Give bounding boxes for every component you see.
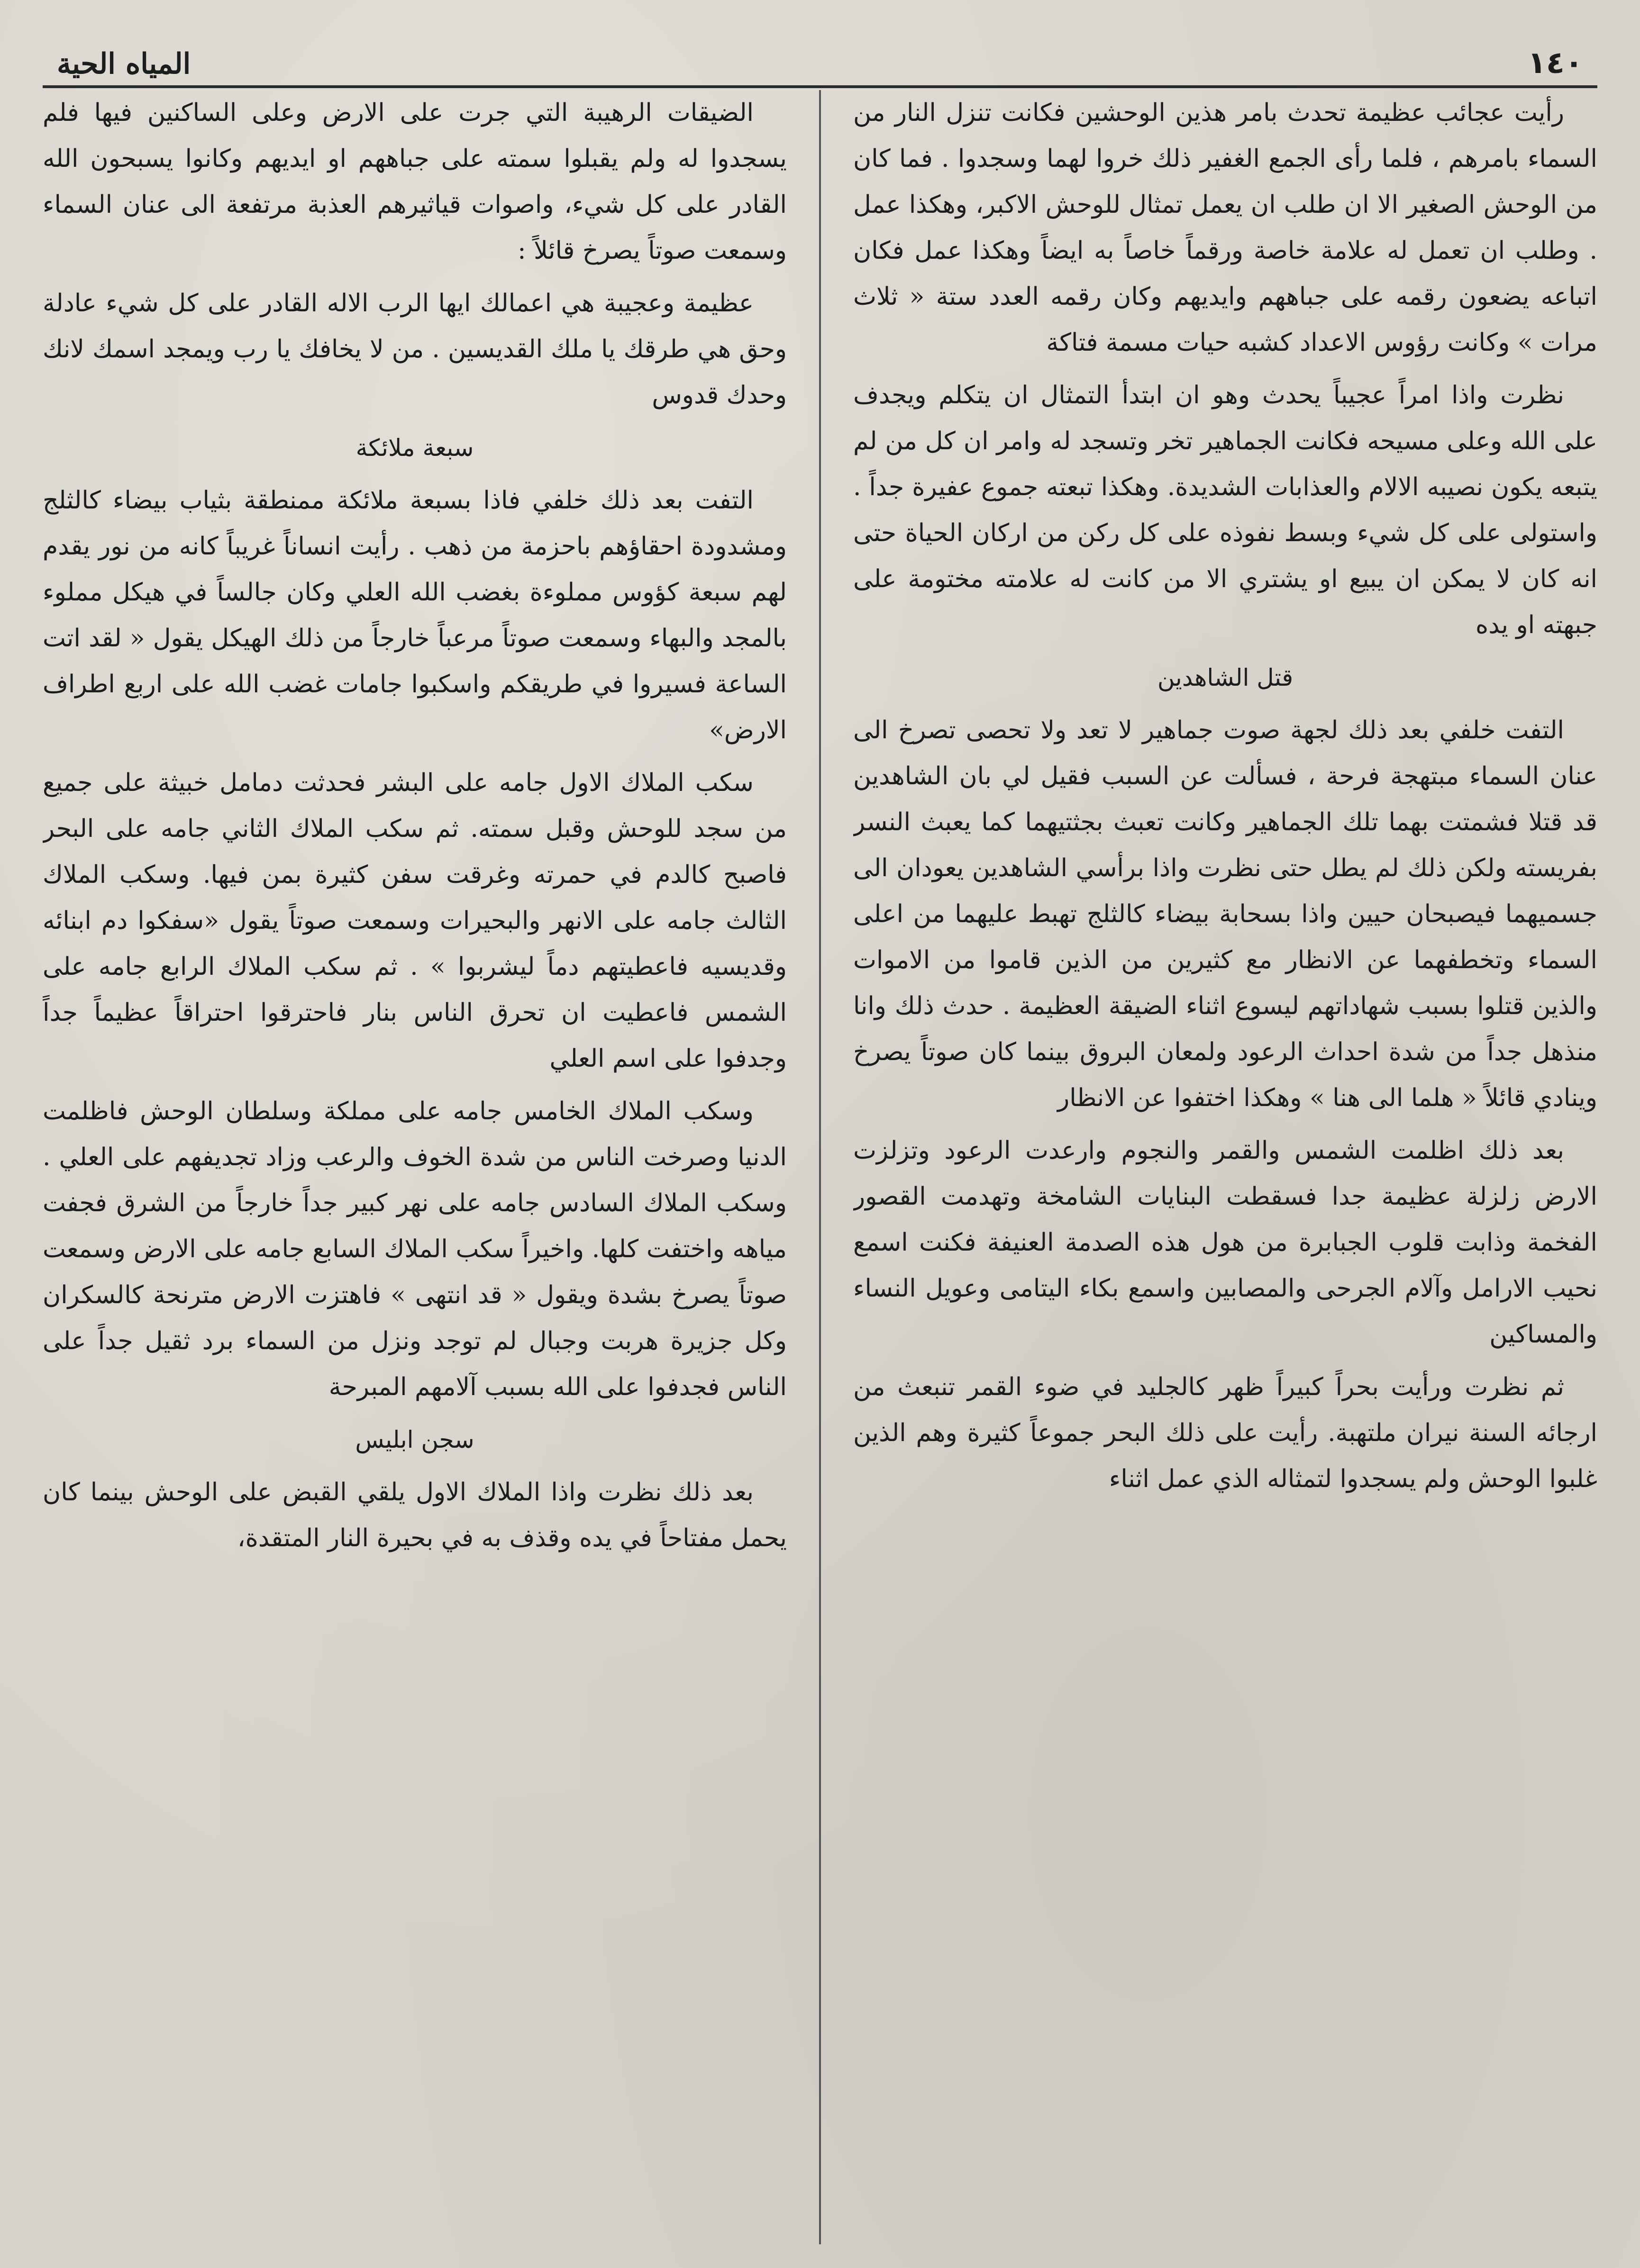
paragraph: ثم نظرت ورأيت بحراً كبيراً ظهر كالجليد في ضوء القمر تنبعث من ارجائه السنة نيران ملتهبة. رأيت على ذلك البحر جموعاً كثيرة وهم الذين غلبوا الوحش ولم يسجدوا لتمثاله الذي عمل اثناء xyxy=(853,1373,1597,1493)
running-title: المياه الحية xyxy=(57,47,191,81)
section-heading: سجن ابليس xyxy=(355,1426,474,1453)
page-header xyxy=(43,28,1597,88)
paragraph: عظيمة وعجيبة هي اعمالك ايها الرب الاله القادر على كل شيء عادلة وحق هي طرقك يا ملك القديسين . من لا يخافك يا رب ويمجد اسمك لانك وحدك قدوس xyxy=(43,289,787,409)
left-column xyxy=(43,90,787,2244)
page-number: ١٤٠ xyxy=(1527,45,1583,81)
section-heading: قتل الشاهدين xyxy=(1157,664,1294,691)
paragraph: بعد ذلك نظرت واذا الملاك الاول يلقي القبض على الوحش بينما كان يحمل مفتاحاً في يده وقذف به في بحيرة النار المتقدة، xyxy=(43,1478,787,1552)
paragraph: التفت خلفي بعد ذلك لجهة صوت جماهير لا تعد ولا تحصى تصرخ الى عنان السماء مبتهجة فرحة ، فسألت عن السبب فقيل لي بان الشاهدين قد قتلا فشمتت بهما تلك الجماهير وكانت تعبث بجثتيهما كما يعبث النسر بفريسته ولكن ذلك لم يطل حتى نظرت واذا برأسي الشاهدين يعودان الى جسميهما فيصبحان حيين واذا بسحابة بيضاء كالثلج تهبط عليهما من اعلى السماء وتخطفهما عن الانظار مع كثيرين من الذين قاموا من الاموات والذين قتلوا بسبب شهاداتهم ليسوع اثناء الضيقة العظيمة . حدث ذلك وانا منذهل جداً من شدة احداث الرعود ولمعان البروق بينما كان صوتاً يصرخ وينادي قائلاً « هلما الى هنا » وهكذا اختفوا عن الانظار xyxy=(853,716,1597,1112)
paragraph: نظرت واذا امراً عجيباً يحدث وهو ان ابتدأ التمثال ان يتكلم ويجدف على الله وعلى مسيحه فكانت الجماهير تخر وتسجد له وامر ان كل من لم يتبعه يكون نصيبه الالام والعذابات الشديدة. وهكذا تبعته جموع عفيرة جداً . واستولى على كل شيء وبسط نفوذه على كل ركن من اركان الحياة حتى انه كان لا يمكن ان يبيع او يشتري الا من كانت له علامته مختومة على جبهته او يده xyxy=(853,381,1597,639)
right-column xyxy=(853,90,1597,2244)
paragraph: رأيت عجائب عظيمة تحدث بامر هذين الوحشين فكانت تنزل النار من السماء بامرهم ، فلما رأى الجمع الغفير ذلك خروا لهما وسجدوا . فما كان من الوحش الصغير الا ان طلب ان يعمل تمثال للوحش الاكبر، وهكذا عمل . وطلب ان تعمل له علامة خاصة ورقماً خاصاً به ايضاً وهكذا عمل فكان اتباعه يضعون رقمه على جباههم وايديهم وكان رقمه العدد ستة « ثلاث مرات » وكانت رؤوس الاعداد كشبه حيات مسمة فتاكة xyxy=(853,99,1597,357)
paragraph: وسكب الملاك الخامس جامه على مملكة وسلطان الوحش فاظلمت الدنيا وصرخت الناس من شدة الخوف والرعب وزاد تجديفهم على العلي . وسكب الملاك السادس جامه على نهر كبير جداً خارجاً من الشرق فجفت مياهه واختفت كلها. واخيراً سكب الملاك السابع جامه على الارض وسمعت صوتاً يصرخ بشدة ويقول « قد انتهى » فاهتزت الارض مترنحة كالسكران وكل جزيرة هربت وجبال لم توجد ونزل من السماء برد ثقيل جداً على الناس فجدفوا على الله بسبب آلامهم المبرحة xyxy=(43,1097,787,1401)
paragraph: بعد ذلك اظلمت الشمس والقمر والنجوم وارعدت الرعود وتزلزت الارض زلزلة عظيمة جدا فسقطت البنايات الشامخة وتهدمت القصور الفخمة وذابت قلوب الجبابرة من هول هذه الصدمة العنيفة فكنت اسمع نحيب الارامل وآلام الجرحى والمصابين واسمع بكاء اليتامى وعويل النساء والمساكين xyxy=(853,1136,1597,1349)
section-heading: سبعة ملائكة xyxy=(355,434,474,462)
text-columns xyxy=(43,90,1597,2244)
paragraph: الضيقات الرهيبة التي جرت على الارض وعلى الساكنين فيها فلم يسجدوا له ولم يقبلوا سمته على جباههم او ايديهم وكانوا يسبحون الله القادر على كل شيء، واصوات قياثيرهم العذبة مرتفعة الى عنان السماء وسمعت صوتاً يصرخ قائلاً : xyxy=(43,99,787,265)
paragraph: التفت بعد ذلك خلفي فاذا بسبعة ملائكة ممنطقة بثياب بيضاء كالثلج ومشدودة احقاؤهم باحزمة من ذهب . رأيت انساناً غريباً كانه من نور يقدم لهم سبعة كؤوس مملوءة بغضب الله العلي وكان جالساً في هيكل مملوء بالمجد والبهاء وسمعت صوتاً مرعباً خارجاً من ذلك الهيكل يقول « لقد اتت الساعة فسيروا في طريقكم واسكبوا جامات غضب الله على اربع اطراف الارض» xyxy=(43,486,787,744)
column-divider xyxy=(819,90,821,2244)
paragraph: سكب الملاك الاول جامه على البشر فحدثت دمامل خبيثة على جميع من سجد للوحش وقبل سمته. ثم سكب الملاك الثاني جامه على البحر فاصبح كالدم في حمرته وغرقت سفن كثيرة بمن فيها. وسكب الملاك الثالث جامه على الانهر والبحيرات وسمعت صوتاً يقول «سفكوا دم ابنائه وقديسيه فاعطيتهم دماً ليشربوا » . ثم سكب الملاك الرابع جامه على الشمس فاعطيت ان تحرق الناس بنار فاحترقوا احتراقاً عظيماً جداً وجدفوا على اسم العلي xyxy=(43,769,787,1073)
